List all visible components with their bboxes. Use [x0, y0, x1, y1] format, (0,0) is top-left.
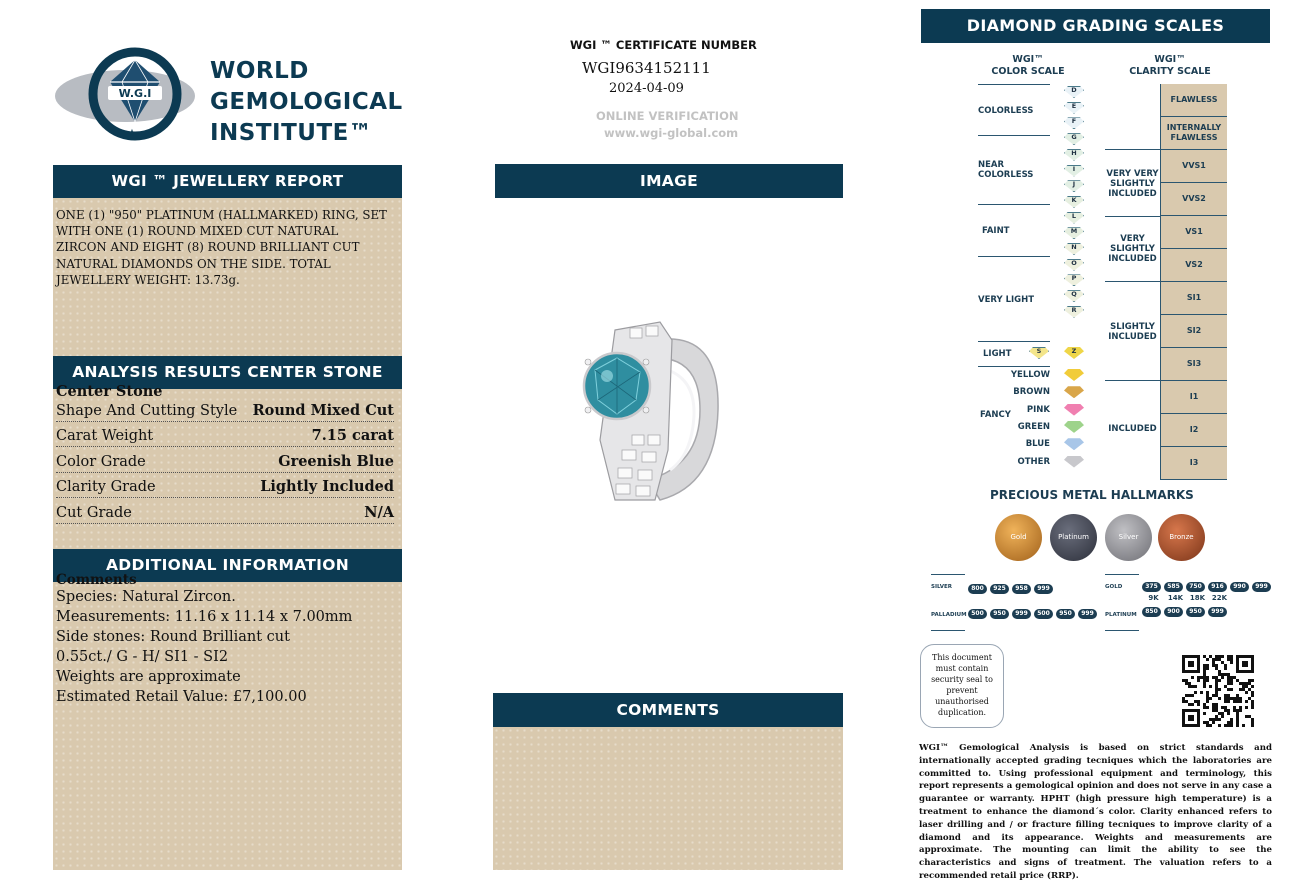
hallmark-stamp: 900: [1164, 607, 1183, 617]
gem-letter: H: [1071, 148, 1077, 157]
institute-name-line3: INSTITUTE™: [210, 120, 373, 146]
hallmark-stamp: 750: [1186, 582, 1205, 592]
gem-letter: P: [1071, 274, 1077, 283]
spec-row-cut: [56, 501, 394, 524]
gem-shape: [1064, 404, 1084, 416]
clarity-grade-vvs1: VVS1: [1161, 150, 1227, 183]
spec-value: Round Mixed Cut: [252, 402, 394, 419]
clarity-scale-title-1: WGI™: [1154, 54, 1186, 65]
gem-shape: [1064, 369, 1084, 381]
color-group-colorless: COLORLESS: [978, 106, 1034, 116]
spec-row-carat: [56, 424, 394, 447]
security-seal-text: This document must contain security seal to prevent unauthorised duplication.: [931, 653, 993, 717]
color-group-very-light: VERY LIGHT: [978, 295, 1035, 305]
color-grade-gem-h: [1064, 149, 1084, 161]
clarity-scale-title-2: CLARITY SCALE: [1129, 66, 1211, 77]
color-grade-gem-m: [1064, 227, 1084, 239]
fancy-color-blue: BLUE: [1025, 439, 1050, 450]
additional-panel: [53, 582, 402, 870]
gem-letter: S: [1036, 347, 1042, 355]
gem-letter: N: [1071, 243, 1077, 251]
hallmark-stamp: 500: [1034, 609, 1053, 619]
fancy-color-pink: PINK: [1026, 404, 1050, 415]
divider: [1105, 149, 1160, 150]
gem-shape: [1064, 386, 1084, 398]
hallmark-stamp: 500: [968, 609, 987, 619]
clarity-grade-si1: SI1: [1161, 282, 1227, 315]
description-line: ONE (1) "950" PLATINUM (HALLMARKED) RING, SET: [56, 208, 387, 222]
fancy-color-other: OTHER: [1017, 456, 1050, 467]
color-grade-gem-n: [1064, 243, 1084, 255]
hallmark-stamp: 375: [1142, 582, 1161, 592]
color-grade-gem-l: [1064, 212, 1084, 224]
hallmark-stamp: 950: [1056, 609, 1075, 619]
hallmark-stamp: 999: [1208, 607, 1227, 617]
hallmark-stamp: 925: [990, 584, 1009, 594]
gem-letter: E: [1071, 101, 1077, 110]
color-grade-gem-i: [1064, 165, 1084, 177]
spec-key: Color Grade: [56, 454, 146, 470]
color-grade-gem-f: [1064, 117, 1084, 129]
spec-value: Lightly Included: [260, 478, 394, 495]
divider: [978, 256, 1050, 257]
clarity-group-vvs: VERY VERY SLIGHTLY INCLUDED: [1106, 169, 1159, 199]
color-group-fancy: FANCY: [980, 410, 1011, 420]
ring-photo: [560, 300, 740, 520]
spec-key: Carat Weight: [56, 428, 154, 444]
divider: [978, 204, 1050, 205]
certificate-date: 2024-04-09: [609, 81, 684, 96]
gem-letter: Z: [1071, 347, 1077, 355]
spec-key: Shape And Cutting Style: [56, 403, 238, 419]
institute-name-line1: WORLD: [210, 58, 309, 84]
hallmark-stamp: 800: [968, 584, 987, 594]
fancy-gem-other: [1064, 456, 1084, 468]
comment-line: Estimated Retail Value: £7,100.00: [56, 689, 307, 705]
additional-header: ADDITIONAL INFORMATION: [53, 549, 402, 582]
color-grade-gem-s: [1029, 347, 1049, 359]
divider: [978, 135, 1050, 136]
additional-subheader: Comments: [56, 572, 137, 588]
clarity-grade-vs1: VS1: [1161, 216, 1227, 249]
gold-hallmark-icon: Gold: [995, 514, 1042, 561]
hallmark-stamp: 585: [1164, 582, 1183, 592]
clarity-grade-si3: SI3: [1161, 348, 1227, 381]
fancy-gem-brown: [1064, 386, 1084, 398]
divider: [931, 574, 965, 575]
spec-row-clarity: [56, 475, 394, 498]
gem-shape: [1064, 421, 1084, 433]
clarity-grade-vvs2: VVS2: [1161, 183, 1227, 216]
color-grade-gem-j: [1064, 180, 1084, 192]
platinum-label: PLATINUM: [1105, 612, 1137, 618]
color-grade-gem-z: [1064, 347, 1084, 359]
gem-letter: K: [1071, 195, 1077, 204]
color-group-near-colorless: NEAR COLORLESS: [978, 160, 1034, 180]
hallmark-stamp: 850: [1142, 607, 1161, 617]
color-group-light: LIGHT: [983, 349, 1012, 359]
gem-letter: M: [1070, 227, 1078, 236]
fancy-gem-yellow: [1064, 369, 1084, 381]
wgi-logo: [50, 42, 200, 146]
clarity-group-included: INCLUDED: [1108, 424, 1157, 434]
divider: [978, 366, 1050, 367]
gem-letter: I: [1072, 164, 1076, 173]
divider: [978, 341, 1050, 342]
bronze-hallmark-icon: Bronze: [1158, 514, 1205, 561]
logo-initials: W.G.I: [118, 87, 152, 100]
color-grade-gem-d: [1064, 86, 1084, 98]
divider: [1105, 574, 1139, 575]
description-line: WITH ONE (1) ROUND MIXED CUT NATURAL: [56, 224, 339, 239]
clarity-scale-title: [1115, 54, 1225, 78]
clarity-group-si: SLIGHTLY INCLUDED: [1108, 322, 1157, 342]
gem-letter: O: [1071, 258, 1077, 267]
analysis-header: ANALYSIS RESULTS CENTER STONE: [53, 356, 402, 389]
fancy-color-yellow: YELLOW: [1010, 370, 1050, 380]
color-grade-gem-p: [1064, 274, 1084, 286]
certificate-number: WGI9634152111: [582, 59, 711, 77]
spec-row-shape: [56, 399, 394, 422]
color-scale-title: [975, 54, 1081, 78]
spec-row-color: [56, 450, 394, 473]
divider: [1105, 216, 1160, 217]
color-grade-gem-o: [1064, 259, 1084, 271]
spec-key: Cut Grade: [56, 505, 132, 521]
gem-letter: D: [1071, 86, 1077, 94]
comment-line: Measurements: 11.16 x 11.14 x 7.00mm: [56, 609, 353, 625]
description-line: JEWELLERY WEIGHT: 13.73g.: [56, 272, 240, 287]
report-description: [56, 207, 387, 288]
comment-line: Weights are approximate: [56, 669, 241, 685]
divider: [1105, 380, 1160, 381]
qr-code[interactable]: [1181, 654, 1255, 728]
clarity-grade-si2: SI2: [1161, 315, 1227, 348]
hallmark-stamp: 950: [990, 609, 1009, 619]
clarity-grade-internally-flawless: INTERNALLY FLAWLESS: [1161, 117, 1227, 150]
color-grade-gem-e: [1064, 102, 1084, 114]
spec-value: Greenish Blue: [278, 453, 394, 470]
certificate-label: WGI ™ CERTIFICATE NUMBER: [570, 38, 757, 52]
comment-line: Side stones: Round Brilliant cut: [56, 629, 290, 645]
hallmark-stamp: 999: [1012, 609, 1031, 619]
hallmark-stamp: 999: [1034, 584, 1053, 594]
clarity-grade-i3: I3: [1161, 447, 1227, 480]
disclaimer-text: WGI™ Gemological Analysis is based on strict standards and internationally accepted grading tecniques which the laboratories are committed to. Using professional equipment and terminology, this report represents a gemological opinion and does not serve in any case a guarantee or warranty. HPHT (high pressure high temperature) is a treatment to enhance the diamond´s color. Clarity enhanced refers to laser drilling and / or fracture filling tecniques to improve clarity of a diamond and its appearance. Weights and measurements are approximate. The mounting can limit the ability to see the characteristics and signs of treatment. The valuation refers to a recommended retail price (RRP).: [919, 743, 1272, 881]
divider: [931, 630, 965, 631]
verify-label: ONLINE VERIFICATION: [596, 109, 739, 123]
hallmarks-header: PRECIOUS METAL HALLMARKS: [990, 488, 1194, 502]
silver-hallmark-icon: Silver: [1105, 514, 1152, 561]
platinum-hallmark-icon: Platinum: [1050, 514, 1097, 561]
gem-letter: L: [1071, 211, 1077, 220]
karat-label: 14K: [1167, 594, 1184, 602]
karat-label: 22K: [1211, 594, 1228, 602]
description-line: ZIRCON AND EIGHT (8) ROUND BRILLIANT CUT: [56, 240, 360, 255]
hallmark-stamp: 999: [1252, 582, 1271, 592]
clarity-grade-i2: I2: [1161, 414, 1227, 447]
spec-value: 7.15 carat: [311, 427, 394, 444]
comment-line: 0.55ct./ G - H/ SI1 - SI2: [56, 649, 229, 665]
image-header: IMAGE: [495, 164, 843, 198]
spec-value: N/A: [364, 504, 394, 521]
fancy-color-green: GREEN: [1017, 421, 1050, 432]
clarity-grade-flawless: FLAWLESS: [1161, 84, 1227, 117]
divider: [978, 84, 1050, 85]
hallmark-stamp: 999: [1078, 609, 1097, 619]
clarity-group-vs: VERY SLIGHTLY INCLUDED: [1108, 234, 1157, 264]
color-scale-title-1: WGI™: [1012, 54, 1044, 65]
color-grade-gem-r: [1064, 306, 1084, 318]
fancy-gem-green: [1064, 421, 1084, 433]
color-grade-gem-k: [1064, 196, 1084, 208]
clarity-grade-vs2: VS2: [1161, 249, 1227, 282]
color-scale-title-2: COLOR SCALE: [991, 66, 1065, 77]
divider: [1105, 630, 1139, 631]
gem-shape: [1064, 438, 1084, 450]
institute-name-line2: GEMOLOGICAL: [210, 89, 403, 115]
gem-letter: G: [1071, 133, 1077, 142]
gem-letter: R: [1071, 305, 1077, 314]
hallmark-stamp: 950: [1186, 607, 1205, 617]
description-line: NATURAL DIAMONDS ON THE SIDE. TOTAL: [56, 256, 331, 271]
fancy-gem-blue: [1064, 438, 1084, 450]
jewellery-report-header: WGI ™ JEWELLERY REPORT: [53, 165, 402, 198]
gem-letter: Q: [1071, 290, 1077, 299]
comments-header: COMMENTS: [493, 693, 843, 727]
silver-label: SILVER: [931, 584, 953, 590]
scales-header: DIAMOND GRADING SCALES: [921, 9, 1270, 43]
hallmark-stamp: 916: [1208, 582, 1227, 592]
analysis-subheader: Center Stone: [56, 383, 163, 400]
color-group-faint: FAINT: [982, 226, 1010, 236]
palladium-label: PALLADIUM: [931, 612, 967, 618]
color-grade-gem-q: [1064, 290, 1084, 302]
comments-panel: [493, 727, 843, 870]
gold-label: GOLD: [1105, 584, 1123, 590]
gem-letter: F: [1071, 117, 1077, 126]
hallmark-stamp: 990: [1230, 582, 1249, 592]
svg-text:★: ★: [127, 128, 137, 139]
comment-line: Species: Natural Zircon.: [56, 589, 236, 605]
clarity-grade-i1: I1: [1161, 381, 1227, 414]
karat-label: 9K: [1148, 594, 1159, 602]
verify-url[interactable]: www.wgi-global.com: [604, 126, 739, 140]
fancy-gem-pink: [1064, 404, 1084, 416]
divider: [1105, 281, 1160, 282]
fancy-color-brown: BROWN: [1013, 387, 1050, 398]
spec-key: Clarity Grade: [56, 479, 156, 495]
hallmark-stamp: 958: [1012, 584, 1031, 594]
karat-label: 18K: [1189, 594, 1206, 602]
institute-name: [210, 56, 403, 149]
gem-letter: J: [1072, 180, 1076, 189]
color-grade-gem-g: [1064, 133, 1084, 145]
security-seal-note: [920, 644, 1004, 728]
gem-shape: [1064, 456, 1084, 468]
